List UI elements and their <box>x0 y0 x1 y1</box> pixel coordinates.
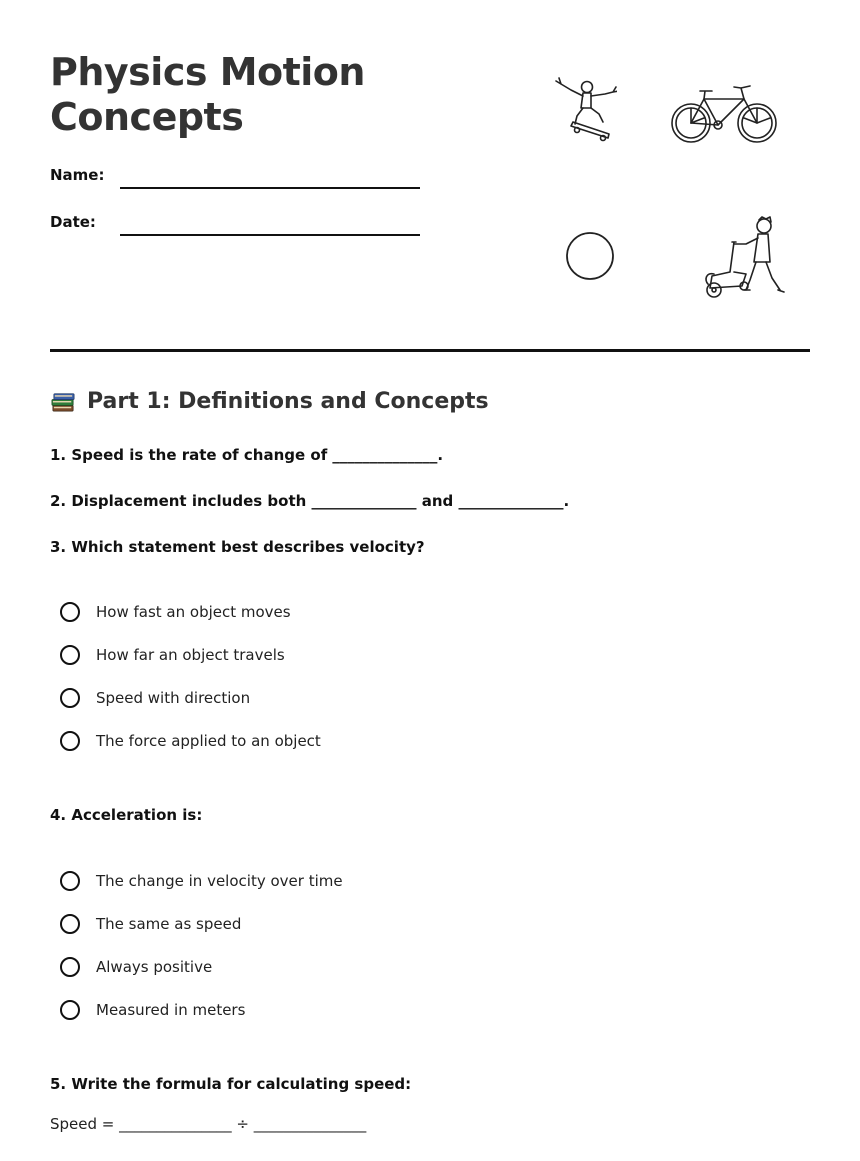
question-4: 4. Acceleration is: <box>50 806 203 824</box>
radio-button[interactable] <box>60 914 80 934</box>
question-1: 1. Speed is the rate of change of ______________. <box>50 446 444 464</box>
name-field[interactable] <box>120 187 420 189</box>
title-line-1: Physics Motion <box>50 50 365 94</box>
q3-option-d[interactable] <box>60 731 321 751</box>
radio-button[interactable] <box>60 871 80 891</box>
radio-button[interactable] <box>60 957 80 977</box>
section-divider <box>50 349 810 352</box>
q3-option-c[interactable] <box>60 688 250 708</box>
option-label: Speed with direction <box>96 689 251 707</box>
option-label: The same as speed <box>96 915 242 933</box>
radio-button[interactable] <box>60 602 80 622</box>
q4-option-c[interactable] <box>60 957 212 977</box>
option-label: How fast an object moves <box>96 603 291 621</box>
skateboarder-icon <box>553 76 617 144</box>
option-label: The force applied to an object <box>96 732 321 750</box>
books-icon <box>50 388 77 415</box>
ball-icon <box>564 230 616 282</box>
option-label: The change in velocity over time <box>96 872 343 890</box>
part1-title: Part 1: Definitions and Concepts <box>87 389 489 414</box>
q4-option-a[interactable] <box>60 871 343 891</box>
name-label: Name: <box>50 166 105 184</box>
part1-heading <box>50 388 489 415</box>
radio-button[interactable] <box>60 645 80 665</box>
title-line-2: Concepts <box>50 95 244 139</box>
question-2: 2. Displacement includes both ______________ and ______________. <box>50 492 570 510</box>
question-5: 5. Write the formula for calculating speed: <box>50 1075 412 1093</box>
radio-button[interactable] <box>60 1000 80 1020</box>
option-label: How far an object travels <box>96 646 285 664</box>
date-label: Date: <box>50 213 96 231</box>
question-3: 3. Which statement best describes velocity? <box>50 538 425 556</box>
radio-button[interactable] <box>60 688 80 708</box>
radio-button[interactable] <box>60 731 80 751</box>
q3-option-a[interactable] <box>60 602 291 622</box>
option-label: Always positive <box>96 958 213 976</box>
q4-option-d[interactable] <box>60 1000 245 1020</box>
bicycle-icon <box>670 82 778 146</box>
option-label: Measured in meters <box>96 1001 246 1019</box>
speed-formula[interactable]: Speed = _______________ ÷ _______________ <box>50 1115 367 1133</box>
child-scooter-icon <box>700 214 788 302</box>
q4-option-b[interactable] <box>60 914 241 934</box>
worksheet-title <box>50 50 365 140</box>
q3-option-b[interactable] <box>60 645 285 665</box>
date-field[interactable] <box>120 234 420 236</box>
